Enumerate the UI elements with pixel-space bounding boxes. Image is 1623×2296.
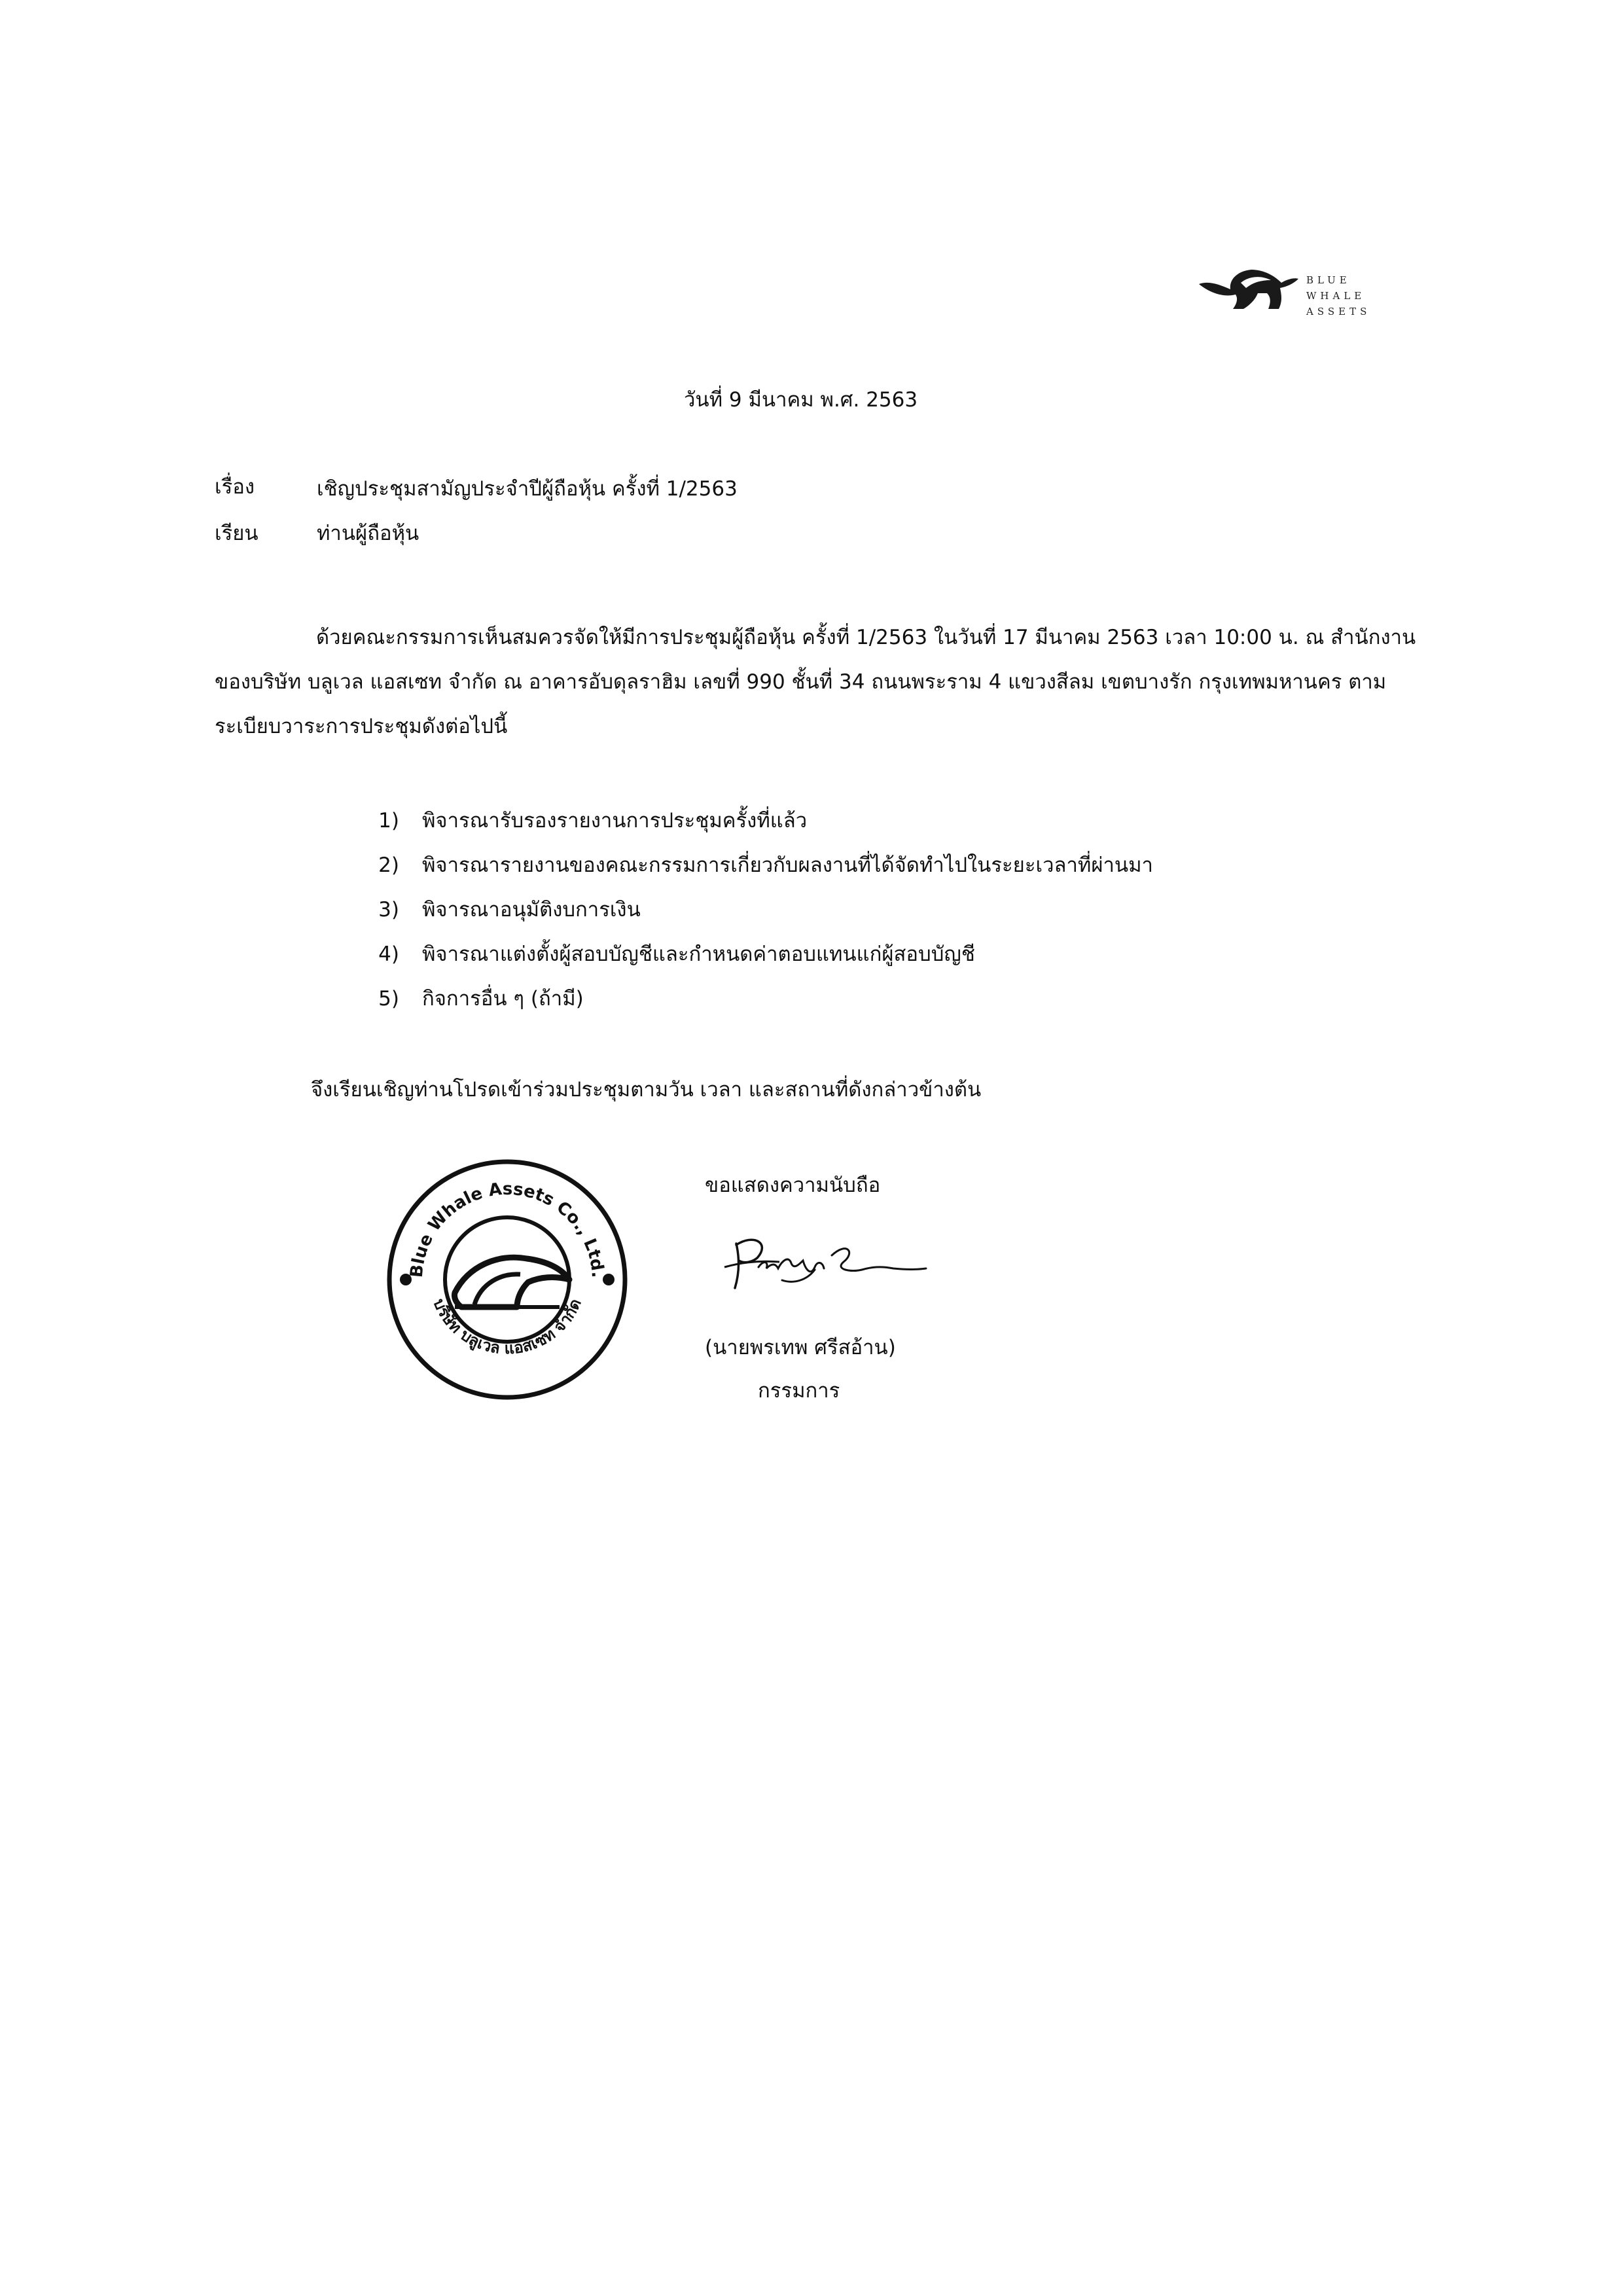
agenda-item [357, 932, 1153, 977]
seal-whale-icon [454, 1257, 569, 1307]
body-line-1: ด้วยคณะกรรมการเห็นสมควรจัดให้มีการประชุมผู้ถือหุ้น ครั้งที่ 1/2563 ในวันที่ 17 มีนาคม 2563 เวลา 10:00 น. ณ สำนักงาน [316, 626, 1416, 649]
recipient-text: ท่านผู้ถือหุ้น [317, 522, 419, 545]
agenda-text: พิจารณาแต่งตั้งผู้สอบบัญชีและกำหนดค่าตอบแทนแก่ผู้สอบบัญชี [422, 942, 975, 966]
agenda-item [357, 888, 1153, 932]
signatory-name: (นายพรเทพ ศรีสอ้าน) [705, 1336, 896, 1359]
company-logo [1195, 257, 1411, 315]
regards-text: ขอแสดงความนับถือ [705, 1174, 881, 1197]
signature-image [717, 1224, 933, 1296]
agenda-text: พิจารณาอนุมัติงบการเงิน [422, 898, 641, 922]
logo-wordmark [1306, 272, 1411, 319]
agenda-number: 3) [378, 898, 399, 922]
letter-date: วันที่ 9 มีนาคม พ.ศ. 2563 [684, 388, 918, 412]
agenda-number: 4) [378, 942, 399, 966]
whale-tail-icon [1195, 257, 1300, 315]
signatory-title: กรรมการ [758, 1379, 840, 1403]
agenda-number: 1) [378, 809, 399, 833]
agenda-number: 2) [378, 853, 399, 877]
agenda-item [357, 798, 1153, 843]
subject-label: เรื่อง [215, 475, 255, 499]
body-line-2: ของบริษัท บลูเวล แอสเซท จำกัด ณ อาคารอับดุลราฮิม เลขที่ 990 ชั้นที่ 34 ถนนพระราม 4 แขวงสีลม เขตบางรัก กรุงเทพมหานคร ตาม [215, 670, 1387, 694]
seal-text-en: Blue Whale Assets Co., Ltd. [406, 1179, 608, 1279]
logo-line-2: ASSETS [1306, 306, 1371, 317]
agenda-list [357, 798, 1153, 1021]
subject-text: เชิญประชุมสามัญประจำปีผู้ถือหุ้น ครั้งที่ 1/2563 [317, 477, 738, 501]
agenda-text: พิจารณารับรองรายงานการประชุมครั้งที่แล้ว [422, 809, 808, 833]
body-line-3: ระเบียบวาระการประชุมดังต่อไปนี้ [215, 715, 508, 738]
body-paragraph [215, 615, 1416, 749]
seal-text-th: บริษัท บลูเวล แอสเซท จำกัด [429, 1296, 585, 1358]
agenda-text: พิจารณารายงานของคณะกรรมการเกี่ยวกับผลงานที่ได้จัดทำไปในระยะเวลาที่ผ่านมา [422, 853, 1153, 877]
logo-line-1: BLUE WHALE [1306, 274, 1366, 302]
agenda-text: กิจการอื่น ๆ (ถ้ามี) [422, 987, 584, 1011]
company-seal [383, 1155, 632, 1404]
closing-sentence: จึงเรียนเชิญท่านโปรดเข้าร่วมประชุมตามวัน เวลา และสถานที่ดังกล่าวข้างต้น [311, 1078, 982, 1102]
agenda-number: 5) [378, 987, 399, 1011]
recipient-label: เรียน [215, 522, 259, 545]
agenda-item [357, 843, 1153, 888]
agenda-item [357, 977, 1153, 1021]
